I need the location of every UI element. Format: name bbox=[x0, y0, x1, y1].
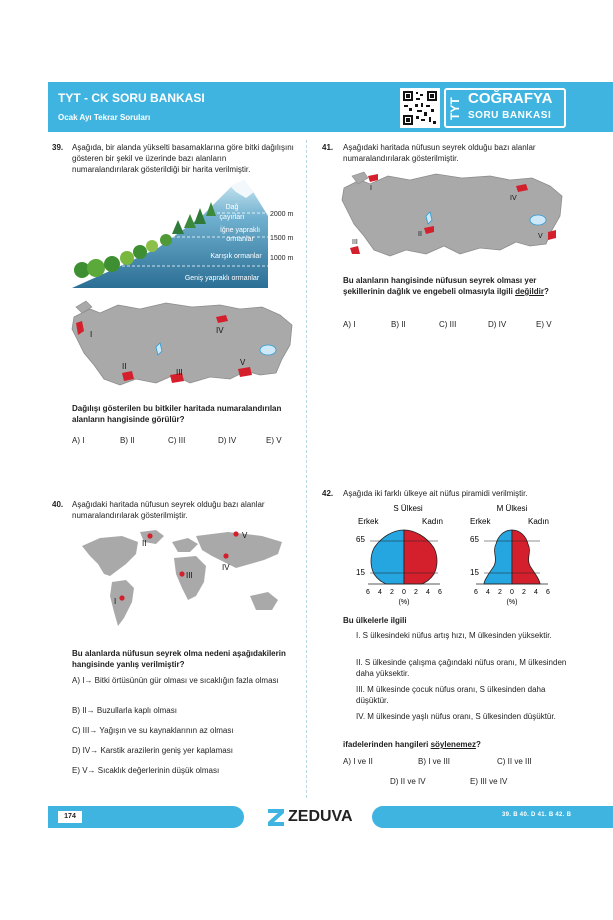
question-41-text: Aşağıdaki haritada nüfusun seyrek olduğu bazı alanlar numaralandırılarak gösterilmiştir. bbox=[343, 143, 536, 163]
pyramid-m-tick: 4 bbox=[486, 589, 490, 596]
question-40-number: 40. bbox=[52, 500, 64, 509]
map-label-V: V bbox=[538, 233, 543, 240]
question-41-prompt-end: ? bbox=[543, 287, 549, 296]
brand-subtitle: SORU BANKASI bbox=[468, 110, 552, 121]
map-label-III: III bbox=[352, 239, 358, 246]
q41-option-d[interactable]: D) IV bbox=[488, 320, 507, 329]
pyramid-m-tick: 4 bbox=[534, 589, 538, 596]
question-42-closing bbox=[343, 739, 481, 750]
zone-label-needleleaf-2: ormanlar bbox=[226, 236, 254, 243]
pyramid-s-tick: 0 bbox=[402, 589, 406, 596]
turkey-landmass bbox=[342, 174, 562, 256]
pyramid-m-male-area bbox=[484, 530, 512, 584]
pyramid-m-tick: 6 bbox=[546, 589, 550, 596]
pyramid-m-tick: 2 bbox=[522, 589, 526, 596]
elevation-2000: 2000 m bbox=[270, 211, 294, 218]
zone-label-broadleaf: Geniş yapraklı ormanlar bbox=[184, 275, 260, 282]
q39-option-b[interactable]: B) II bbox=[120, 436, 135, 445]
map-label-III: III bbox=[186, 571, 193, 580]
question-41-prompt bbox=[343, 275, 565, 297]
question-39-text: Aşağıda, bir alanda yükselti basamaklarına göre bitki dağılışını gösteren bir şekil ve üzerinde bazı alanların numaralandırılarak gösterildiği bir harita verilmiştir. bbox=[72, 143, 294, 174]
page-number: 174 bbox=[58, 811, 82, 823]
zone-label-meadow-line1: Dağ bbox=[225, 204, 239, 211]
population-pyramids bbox=[352, 500, 568, 612]
map-label-V: V bbox=[242, 531, 248, 540]
map-label-III: III bbox=[176, 368, 183, 377]
pyramid-s-title: S Ülkesi bbox=[393, 504, 423, 513]
pyramid-s-tick: 2 bbox=[390, 589, 394, 596]
question-39-prompt: Dağılışı gösterilen bu bitkiler haritada numaralandırılan alanların hangisinde görülür? bbox=[72, 404, 282, 424]
area-I bbox=[119, 595, 124, 600]
q42-statement-2: II. S ülkesinde çalışma çağındaki nüfus oranı, M ülkesinden daha yüksektir. bbox=[356, 658, 567, 678]
q42-option-b[interactable]: B) I ve III bbox=[418, 757, 451, 766]
map-label-IV: IV bbox=[510, 195, 517, 202]
q39-option-c[interactable]: C) III bbox=[168, 436, 186, 445]
turkey-map-q41 bbox=[340, 166, 564, 262]
q41-option-a[interactable]: A) I bbox=[343, 320, 356, 329]
area-III bbox=[179, 571, 184, 576]
question-40-prompt: Bu alanlarda nüfusun seyrek olma nedeni aşağıdakilerin hangisinde yanlış verilmiştir? bbox=[72, 649, 286, 669]
pyramid-m-title: M Ülkesi bbox=[496, 504, 528, 513]
pyramid-s-tick: 6 bbox=[438, 589, 442, 596]
pyramid-s-female-label: Kadın bbox=[422, 517, 443, 526]
north-america bbox=[82, 536, 138, 576]
pyramid-m-male-label: Erkek bbox=[470, 517, 491, 526]
question-42-closing-underlined: söylenemez bbox=[430, 740, 476, 749]
question-42-closing-end: ? bbox=[475, 740, 481, 749]
column-divider bbox=[306, 140, 307, 798]
header-title: TYT - CK SORU BANKASI bbox=[58, 91, 205, 105]
zeduva-logo-icon bbox=[266, 806, 286, 828]
area-IV bbox=[223, 553, 228, 558]
map-label-V: V bbox=[240, 358, 246, 367]
lake-van bbox=[260, 345, 276, 355]
turkey-map-q39 bbox=[70, 295, 296, 395]
pyramid-s-tick: 2 bbox=[414, 589, 418, 596]
pyramid-s-female-area bbox=[404, 530, 437, 584]
map-label-IV: IV bbox=[216, 326, 224, 335]
pyramid-m-female-area bbox=[512, 530, 540, 584]
question-39-number: 39. bbox=[52, 143, 64, 152]
q39-option-d[interactable]: D) IV bbox=[218, 436, 237, 445]
q42-statement-3: III. M ülkesinde çocuk nüfus oranı, S ülkesinden daha düşüktür. bbox=[356, 685, 546, 705]
brand-logo-text: ZEDUVA bbox=[288, 808, 353, 825]
europe bbox=[172, 538, 198, 552]
question-41-prompt-main: Bu alanların hangisinde nüfusun seyrek olması yer şekillerinin dağlık ve engebeli olmasıyla ilgili bbox=[343, 276, 537, 296]
map-label-I: I bbox=[114, 597, 117, 606]
pyramid-m-unit: (%) bbox=[506, 599, 518, 606]
q39-option-e[interactable]: E) V bbox=[266, 436, 282, 445]
map-label-IV: IV bbox=[222, 563, 230, 572]
q42-statement-1: I. S ülkesindeki nüfus artış hızı, M ülkesinden yüksektir. bbox=[356, 631, 552, 640]
brand-title: COĞRAFYA bbox=[468, 90, 553, 107]
q42-option-d[interactable]: D) II ve IV bbox=[390, 777, 426, 786]
asia bbox=[196, 532, 282, 568]
q40-option-b[interactable]: B) II→ Buzullarla kaplı olması bbox=[72, 706, 177, 715]
pyramid-s-age-65: 65 bbox=[356, 535, 365, 544]
q41-option-c[interactable]: C) III bbox=[439, 320, 457, 329]
header-subtitle: Ocak Ayı Tekrar Soruları bbox=[58, 113, 151, 122]
pyramid-s-tick: 4 bbox=[426, 589, 430, 596]
pyramid-m-female-label: Kadın bbox=[528, 517, 549, 526]
q41-option-e[interactable]: E) V bbox=[536, 320, 552, 329]
pyramid-s-unit: (%) bbox=[398, 599, 410, 606]
footer-right-bar bbox=[372, 806, 613, 828]
pyramid-m-age-65: 65 bbox=[470, 535, 479, 544]
zone-label-meadow: çayırları bbox=[219, 214, 245, 221]
question-42-intro: Bu ülkelerle ilgili bbox=[343, 616, 407, 625]
pyramid-s-age-15: 15 bbox=[356, 568, 365, 577]
vegetation-zone-diagram bbox=[72, 176, 304, 292]
pyramid-s-male-area bbox=[371, 530, 404, 584]
q42-statement-4: IV. M ülkesinde yaşlı nüfus oranı, S ülkesinden düşüktür. bbox=[356, 712, 556, 721]
lake-van bbox=[530, 215, 546, 225]
q40-option-e[interactable]: E) V→ Sıcaklık değerlerinin düşük olması bbox=[72, 766, 220, 775]
area-II bbox=[147, 533, 152, 538]
q39-option-a[interactable]: A) I bbox=[72, 436, 85, 445]
map-label-II: II bbox=[142, 539, 147, 548]
pyramid-s-tick: 6 bbox=[366, 589, 370, 596]
area-V bbox=[233, 531, 238, 536]
q42-option-a[interactable]: A) I ve II bbox=[343, 757, 373, 766]
q42-option-e[interactable]: E) III ve IV bbox=[470, 777, 508, 786]
question-42-text: Aşağıda iki farklı ülkeye ait nüfus piramidi verilmiştir. bbox=[343, 489, 528, 498]
pyramid-m-age-15: 15 bbox=[470, 568, 479, 577]
answer-key: 39. B 40. D 41. B 42. B bbox=[502, 812, 572, 818]
pyramid-s-tick: 4 bbox=[378, 589, 382, 596]
zone-label-needleleaf: İğne yapraklı bbox=[219, 227, 261, 234]
pyramid-m-tick: 0 bbox=[510, 589, 514, 596]
map-label-II: II bbox=[418, 231, 422, 238]
world-map-q40 bbox=[78, 526, 294, 640]
question-41-number: 41. bbox=[322, 143, 334, 152]
area-III bbox=[350, 246, 360, 254]
q40-option-a[interactable]: A) I→ Bitki örtüsünün gür olması ve sıcaklığın fazla olması bbox=[72, 676, 279, 685]
map-label-I: I bbox=[370, 185, 372, 192]
zone-label-mixed: Karışık ormanlar bbox=[210, 253, 262, 260]
elevation-1500: 1500 m bbox=[270, 235, 294, 242]
pyramid-m-tick: 2 bbox=[498, 589, 502, 596]
q42-option-c[interactable]: C) II ve III bbox=[497, 757, 532, 766]
map-label-I: I bbox=[90, 330, 93, 339]
svg-text:Dağ bbox=[226, 204, 239, 211]
question-40-text: Aşağıdaki haritada nüfusun seyrek olduğu bazı alanlar numaralandırılarak gösterilmiştir. bbox=[72, 500, 265, 520]
pyramid-s-male-label: Erkek bbox=[358, 517, 379, 526]
tyt-badge: TYT bbox=[448, 97, 462, 121]
question-42-number: 42. bbox=[322, 489, 334, 498]
question-41-prompt-underlined: değildir bbox=[515, 287, 544, 296]
pyramid-m-tick: 6 bbox=[474, 589, 478, 596]
question-42-closing-main: ifadelerinden hangileri bbox=[343, 740, 429, 749]
q41-option-b[interactable]: B) II bbox=[391, 320, 406, 329]
q40-option-d[interactable]: D) IV→ Karstik arazilerin geniş yer kaplaması bbox=[72, 746, 233, 755]
australia bbox=[250, 592, 278, 610]
pyramid-s bbox=[356, 504, 443, 606]
map-label-II: II bbox=[122, 362, 127, 371]
elevation-1000: 1000 m bbox=[270, 255, 294, 262]
q40-option-c[interactable]: C) III→ Yağışın ve su kaynaklarının az olması bbox=[72, 726, 234, 735]
pyramid-m bbox=[470, 504, 550, 606]
qr-code-icon[interactable] bbox=[400, 88, 440, 128]
